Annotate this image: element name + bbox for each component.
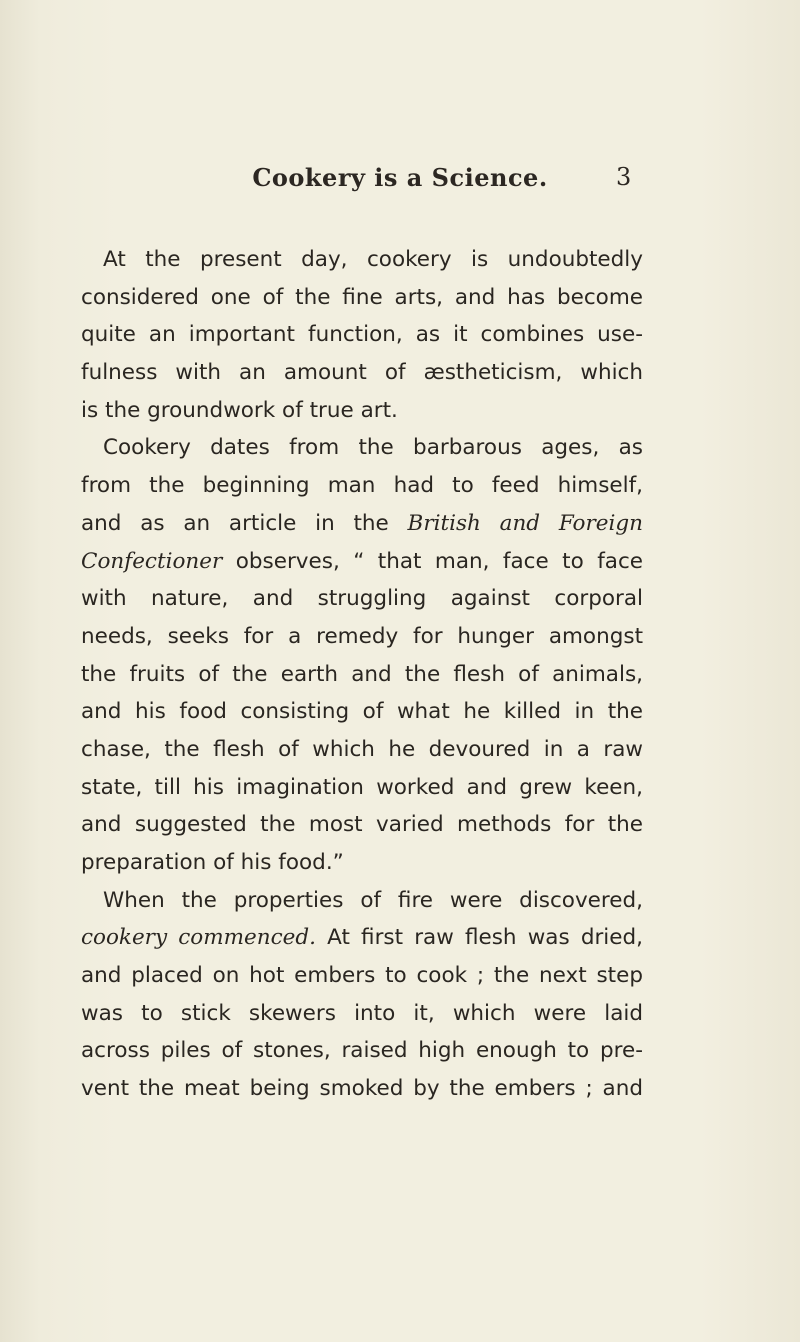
text-line [81,769,643,807]
running-head [0,163,800,203]
text-line [81,882,643,920]
text-line [81,693,643,731]
text-line [81,580,643,618]
text-run: preparation of his food.” [81,850,344,875]
text-line [81,1070,643,1108]
text-line [81,957,643,995]
text-line [81,806,643,844]
text-run: and his food consisting of what he killed in the [81,699,643,725]
text-line [81,731,643,769]
text-line [81,316,643,354]
text-run: is the groundwork of true art. [81,397,398,423]
text-run: At first raw flesh was dried, [315,925,643,951]
text-line [81,618,643,656]
text-run: the fruits of the earth and the flesh of animals, [81,661,643,687]
text-run: Cookery dates from the barbarous ages, as [103,435,643,461]
text-line [81,543,643,581]
text-run: with nature, and struggling against corporal [81,586,643,612]
italic-text: Confectioner [81,548,223,574]
text-run: was to stick skewers into it, which were laid [81,1000,643,1026]
text-line [81,467,643,505]
italic-text: cookery commenced. [81,925,316,951]
text-line [81,429,643,467]
text-run: At the present day, cookery is undoubtedly [103,247,643,272]
text-run: and suggested the most varied methods for the [81,812,643,838]
text-line [81,505,643,543]
text-run: and placed on hot embers to cook ; the next step [81,963,643,989]
text-run: chase, the flesh of which he devoured in a raw [81,736,643,762]
text-line [81,1032,643,1070]
italic-text: British and Foreign [407,510,643,536]
text-line [81,354,643,392]
text-run: from the beginning man had to feed himself, [81,473,643,499]
text-run: state, till his imagination worked and grew keen, [81,774,643,800]
text-run: needs, seeks for a remedy for hunger amongst [81,623,643,649]
text-line [81,656,643,694]
text-line [81,844,643,882]
text-line [81,392,643,430]
text-run: observes, “ that man, face to face [222,548,643,574]
running-head-title: Cookery is a Science. [252,163,548,192]
text-line [81,919,643,957]
text-run: quite an important function, as it combines use- [81,322,643,348]
text-run: considered one of the fine arts, and has become [81,284,643,310]
text-run: across piles of stones, raised high enough to pre- [81,1038,643,1064]
text-line [81,995,643,1033]
text-run: vent the meat being smoked by the embers ; and [81,1076,643,1102]
text-line [81,241,643,279]
body-text [81,241,643,1108]
text-run: and as an article in the [81,510,408,536]
text-line [81,279,643,317]
page-number: 3 [616,163,632,191]
text-run: fulness with an amount of æstheticism, which [81,360,643,386]
text-run: When the properties of fire were discovered, [103,887,643,913]
